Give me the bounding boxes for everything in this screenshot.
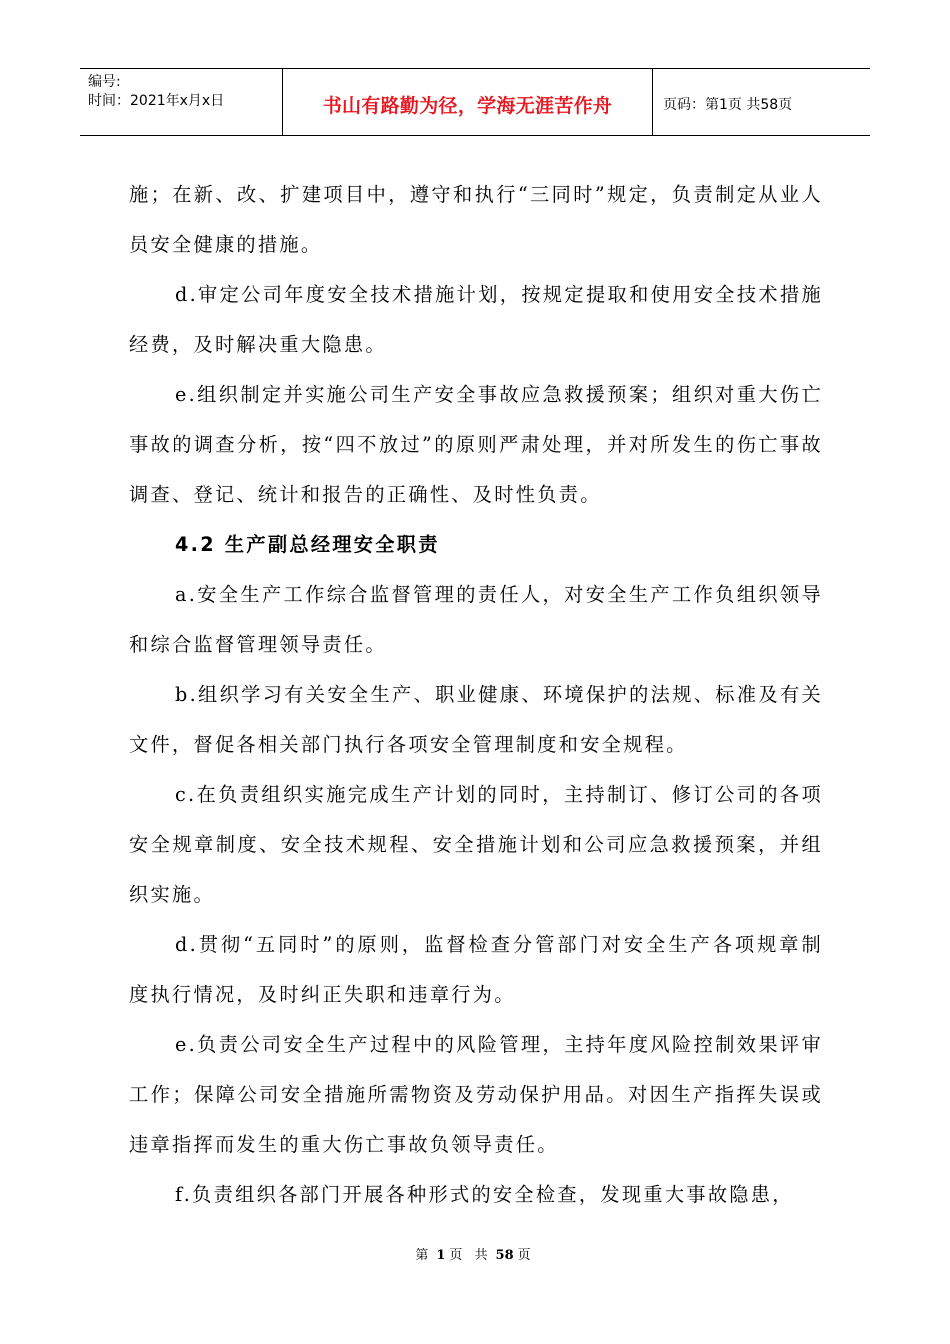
document-number-label: 编号: — [88, 74, 121, 90]
paragraph-item-a: a.安全生产工作综合监督管理的责任人，对安全生产工作负组织领导和综合监督管理领导责任。 — [129, 583, 823, 656]
header-motto-cell — [283, 69, 653, 135]
document-time-label: 时间：2021年x月x日 — [88, 93, 225, 109]
paragraph-item-e2: e.负责公司安全生产过程中的风险管理，主持年度风险控制效果评审工作；保障公司安全措施所需物资及劳动保护用品。对因生产指挥失误或违章指挥而发生的重大伤亡事故负领导责任。 — [129, 1033, 823, 1156]
footer-middle: 页 共 — [449, 1248, 492, 1263]
footer-suffix: 页 — [517, 1248, 535, 1263]
paragraph-item-e: e.组织制定并实施公司生产安全事故应急救援预案；组织对重大伤亡事故的调查分析，按“四不放过”的原则严肃处理，并对所发生的伤亡事故调查、登记、统计和报告的正确性、及时性负责。 — [129, 383, 823, 506]
document-body — [129, 170, 823, 1220]
paragraph-item-c: c.在负责组织实施完成生产计划的同时，主持制订、修订公司的各项安全规章制度、安全技术规程、安全措施计划和公司应急救援预案，并组织实施。 — [129, 783, 823, 906]
paragraph-continuation: 施；在新、改、扩建项目中，遵守和执行“三同时”规定，负责制定从业人员安全健康的措施。 — [129, 183, 823, 256]
header-page-cell — [653, 69, 870, 135]
page-footer — [0, 1244, 950, 1263]
paragraph-item-d2: d.贯彻“五同时”的原则，监督检查分管部门对安全生产各项规章制度执行情况，及时纠正失职和违章行为。 — [129, 933, 823, 1006]
footer-prefix: 第 — [415, 1248, 433, 1263]
footer-total-pages: 58 — [495, 1248, 514, 1263]
page-header — [80, 68, 870, 136]
paragraph-item-d: d.审定公司年度安全技术措施计划，按规定提取和使用安全技术措施经费，及时解决重大隐患。 — [129, 283, 823, 356]
header-page-info: 页码：第1页 共58页 — [663, 97, 793, 113]
section-heading-4-2: 4.2 生产副总经理安全职责 — [175, 533, 440, 556]
paragraph-item-b: b.组织学习有关安全生产、职业健康、环境保护的法规、标准及有关文件，督促各相关部门执行各项安全管理制度和安全规程。 — [129, 683, 823, 756]
paragraph-item-f: f.负责组织各部门开展各种形式的安全检查，发现重大事故隐患， — [175, 1183, 794, 1206]
header-motto: 书山有路勤为径，学海无涯苦作舟 — [322, 94, 613, 117]
footer-current-page: 1 — [436, 1248, 446, 1263]
header-meta-cell — [80, 69, 283, 135]
